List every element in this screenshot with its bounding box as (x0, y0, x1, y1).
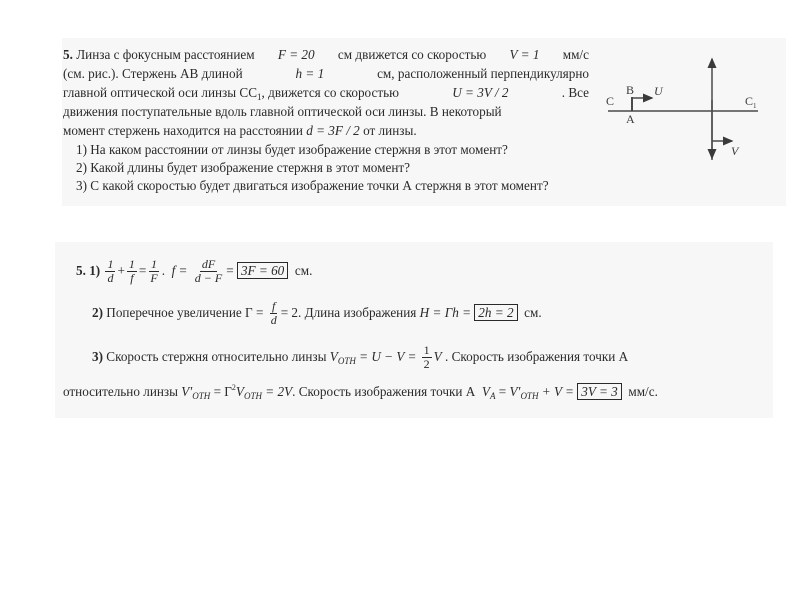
text: Линза с фокусным расстоянием (76, 47, 255, 62)
label-C: C (606, 94, 615, 108)
label-C1: C (745, 94, 754, 108)
formula-gamma: Γ = (245, 305, 264, 320)
text: . Скорость изображения точки А (445, 349, 629, 364)
solution-part-3-line-1 (92, 342, 628, 372)
formula: = (498, 384, 507, 399)
subscript: ОТН (192, 391, 211, 401)
lens-diagram (596, 48, 776, 173)
numerator: 1 (151, 257, 158, 272)
text: Скорость стержня относительно линзы (106, 349, 327, 364)
question-3: 3) С какой скоростью будет двигаться изображение точки А стержня в этот момент? (76, 178, 549, 193)
part-label: 5. 1) (76, 263, 101, 278)
solution-part-3-line-2 (63, 377, 658, 407)
denominator: d (270, 313, 277, 328)
label-A: A (626, 112, 635, 126)
formula: V (433, 349, 442, 364)
problem-line-3 (63, 85, 589, 105)
text: от линзы. (363, 123, 417, 138)
formula-H: H = Γh = (419, 305, 471, 320)
numerator: f (272, 299, 276, 314)
unit: см. (294, 263, 313, 278)
fraction-f-d (269, 300, 279, 327)
label-V: V (731, 144, 739, 158)
answer-box-2: 2h = 2 (474, 304, 517, 321)
text: мм/с (562, 47, 589, 62)
part-label: 2) (92, 305, 103, 320)
text: . Длина изображения (298, 305, 417, 320)
text: момент стержень находится на расстоянии (63, 123, 303, 138)
answer-box-3: 3V = 3 (577, 383, 622, 400)
numerator: dF (201, 257, 216, 272)
fraction-1-F (148, 258, 159, 285)
text: = 2 (280, 305, 299, 320)
formula: V′ (509, 384, 521, 399)
answer-box-1: 3F = 60 (237, 262, 288, 279)
solution-part-2 (92, 298, 542, 328)
formula-v-img: V′ (181, 384, 193, 399)
problem-line-5 (63, 123, 417, 139)
numerator: 1 (107, 257, 114, 272)
formula-V: V = 1 (509, 47, 540, 62)
denominator: 2 (423, 357, 430, 372)
formula-d: d = 3F / 2 (306, 123, 360, 138)
fraction-1-2 (422, 344, 432, 371)
formula-U: U = 3V / 2 (452, 85, 509, 100)
numerator: 1 (128, 257, 135, 272)
formula: = Γ (213, 384, 232, 399)
subscript: ОТН (520, 391, 539, 401)
label-U: U (654, 84, 663, 98)
subscript: ОТН (243, 391, 262, 401)
problem-line-2 (63, 66, 589, 82)
question-2: 2) Какой длины будет изображение стержня в этот момент? (76, 160, 410, 175)
formula-va: V (481, 384, 490, 399)
unit: см. (524, 305, 542, 320)
denominator: F (150, 271, 158, 286)
text: см движется со скоростью (337, 47, 487, 62)
denominator: d (107, 271, 114, 286)
fraction-1-d (105, 258, 115, 285)
text: , движется со скоростью (261, 85, 399, 100)
unit: мм/с. (628, 384, 658, 399)
text: Поперечное увеличение (106, 305, 242, 320)
formula: V (235, 384, 244, 399)
formula-F: F = 20 (277, 47, 315, 62)
denominator: f (130, 271, 134, 286)
denominator: d − F (194, 271, 223, 286)
text: относительно линзы (63, 384, 178, 399)
problem-number: 5. (63, 47, 73, 62)
solution-part-1: 5. 1) $\frac{1}{d}$ + $\frac{1}{f}$ = $\frac{1}{F}$ . f = $\frac{dF}{d - F}$ = 3F = 60 см. (76, 257, 313, 286)
text: . Скорость изображения точки А (292, 384, 476, 399)
text: . Все (561, 85, 589, 100)
formula-h: h = 1 (295, 66, 325, 81)
text: главной оптической оси линзы СС (63, 85, 258, 100)
subscript: A (489, 391, 496, 401)
subscript: ОТН (337, 356, 356, 366)
problem-line-1 (63, 47, 589, 63)
formula: + V = (541, 384, 574, 399)
text: см, расположенный перпендикулярно (377, 66, 589, 81)
problem-line-4 (63, 104, 589, 120)
formula-v-rel: V (329, 349, 338, 364)
label-C1-subscript: 1 (753, 102, 757, 110)
formula: = 2V (265, 384, 293, 399)
text: движения поступательные вдоль главной оптической оси линзы. В некоторый (63, 104, 502, 119)
text: (см. рис.). Стержень АВ длиной (63, 66, 243, 81)
label-B: B (626, 83, 635, 97)
question-1: 1) На каком расстоянии от линзы будет изображение стержня в этот момент? (76, 142, 508, 157)
superscript: 2 (231, 383, 236, 392)
fraction-1-f (127, 258, 137, 285)
part-label: 3) (92, 349, 103, 364)
formula-f: f = (171, 263, 188, 278)
numerator: 1 (423, 343, 430, 358)
fraction-dF (193, 258, 224, 285)
subscript: 1 (257, 92, 262, 102)
formula: = U − V = (359, 349, 417, 364)
